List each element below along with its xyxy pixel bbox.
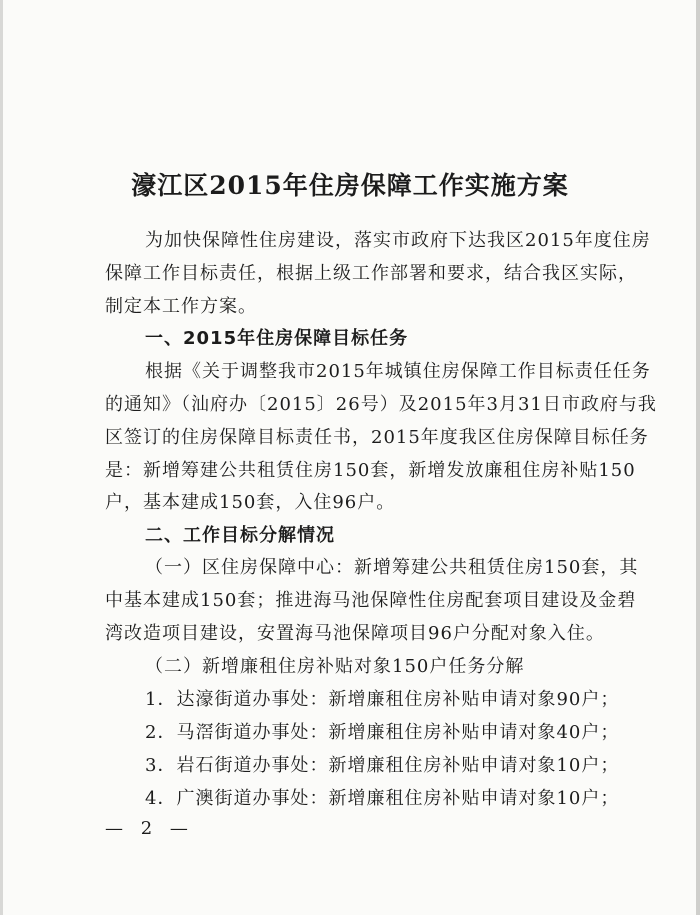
- paragraph-line: 根据《关于调整我市2015年城镇住房保障工作目标责任任务: [145, 361, 651, 382]
- paragraph-line: 保障工作目标责任，根据上级工作部署和要求，结合我区实际，: [105, 263, 637, 284]
- document-title: 濠江区2015年住房保障工作实施方案: [131, 171, 569, 200]
- list-item: 1．达濠街道办事处：新增廉租住房补贴申请对象90户；: [145, 689, 620, 710]
- list-item: 3．岩石街道办事处：新增廉租住房补贴申请对象10户；: [145, 755, 620, 776]
- paragraph-line: 制定本工作方案。: [105, 296, 257, 317]
- paragraph-line: 是：新增筹建公共租赁住房150套，新增发放廉租住房补贴150: [105, 460, 636, 481]
- scan-edge-left: [0, 0, 3, 915]
- paragraph-line: 湾改造项目建设，安置海马池保障项目96户分配对象入住。: [105, 623, 605, 644]
- paragraph-line: 中基本建成150套；推进海马池保障性住房配套项目建设及金碧: [105, 590, 637, 611]
- page-number: — 2 —: [105, 818, 194, 839]
- section-heading-1: 一、2015年住房保障目标任务: [145, 328, 409, 349]
- section-heading-2: 二、工作目标分解情况: [145, 525, 335, 546]
- scan-edge-right: [696, 0, 700, 915]
- paragraph-line: 的通知》（汕府办〔2015〕26号）及2015年3月31日市政府与我: [105, 394, 657, 415]
- paragraph-line: 区签订的住房保障目标责任书，2015年度我区住房保障目标任务: [105, 427, 649, 448]
- paragraph-line: （一）区住房保障中心：新增筹建公共租赁住房150套，其: [145, 557, 639, 578]
- paragraph-line: 为加快保障性住房建设，落实市政府下达我区2015年度住房: [145, 230, 651, 251]
- list-item: 2．马滘街道办事处：新增廉租住房补贴申请对象40户；: [145, 722, 620, 743]
- subsection-heading: （二）新增廉租住房补贴对象150户任务分解: [145, 656, 525, 677]
- list-item: 4．广澳街道办事处：新增廉租住房补贴申请对象10户；: [145, 788, 620, 809]
- paragraph-line: 户，基本建成150套，入住96户。: [105, 492, 396, 513]
